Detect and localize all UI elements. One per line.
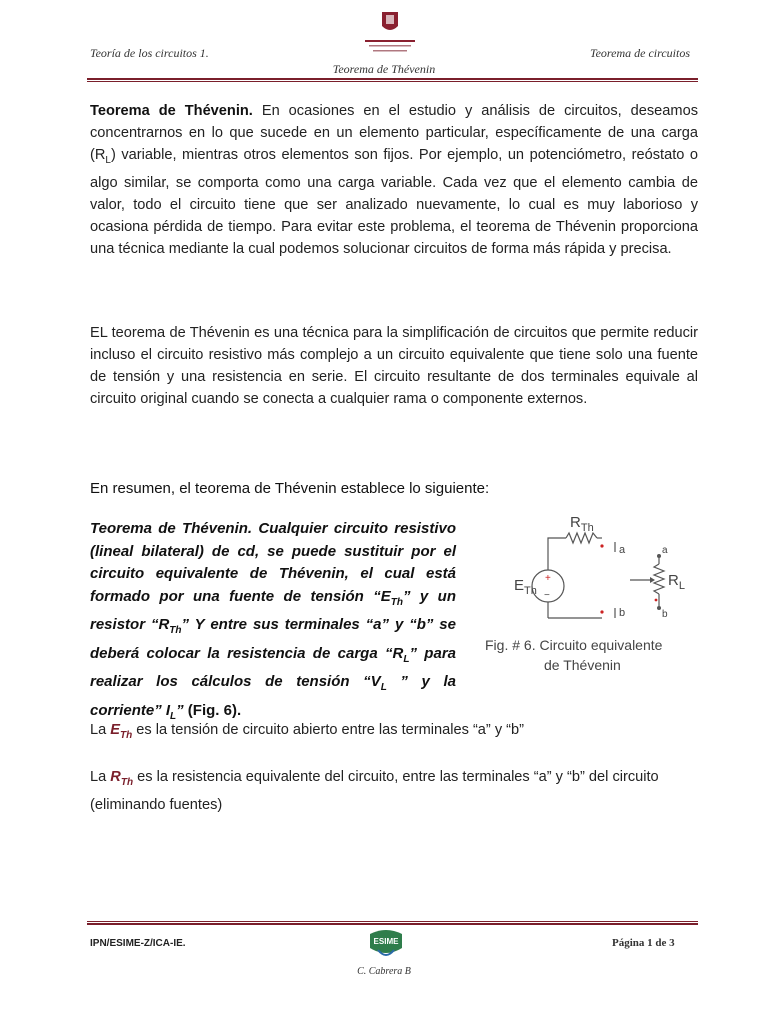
- plus-sign: +: [545, 573, 551, 584]
- rl-terminal-a-label: a: [662, 545, 668, 556]
- footer-author: C. Cabrera B: [357, 966, 411, 977]
- eth-label: $E_{Th}$: [514, 577, 537, 597]
- eth-definition: La $E_{Th}$ es la tensión de circuito abierto entre las terminales “a” y “b”: [90, 722, 525, 741]
- footer-rule-thin: [87, 921, 698, 922]
- summary-heading: En resumen, el teorema de Thévenin establece lo siguiente:: [90, 480, 490, 497]
- terminal-a-label: a: [619, 544, 626, 556]
- header-left: Teoría de los circuitos 1.: [90, 46, 209, 60]
- figure-caption: Fig. # 6. Circuito equivalente: [485, 637, 663, 653]
- rl-terminal-b-label: b: [662, 609, 668, 620]
- header-center: Teorema de Thévenin: [332, 62, 436, 76]
- intro-text-2: ) variable, mientras otros elementos son fijos. Por ejemplo, un potenciómetro, reóstato o algo similar, se comporta como una carga variable. Cada vez que el elemento cambia de valor, todo el circuito tiene que ser analizado nuevamente, lo cual es muy laborioso y ocasiona pérdida de tiempo. Para evitar este problema, el teorema de Thévenin proporciona una técnica mediante la cual podemos solucionar circuitos de forma más rápida y precisa.: [90, 147, 698, 257]
- rl-label: $R_L$: [668, 572, 685, 592]
- header-rule-thin: [87, 81, 698, 82]
- rth-resistor: [566, 533, 597, 543]
- intro-title: Teorema de Thévenin.: [90, 103, 253, 119]
- rth-definition: La $R_{Th}$ es la resistencia equivalente del circuito, entre las terminales “a” y “b” del circuito (eliminando fuentes): [90, 769, 659, 813]
- rth-label: $R_{Th}$: [570, 514, 594, 534]
- minus-sign: −: [544, 590, 550, 601]
- terminal-b-label: b: [619, 607, 626, 619]
- ipn-logo: [355, 10, 425, 60]
- intro-paragraph: [90, 100, 698, 260]
- figure-caption-2: de Thévenin: [544, 657, 621, 673]
- esime-logo: [366, 928, 406, 962]
- header-rule: [87, 78, 698, 80]
- page-number: Página 1 de 3: [612, 937, 675, 949]
- intro-text: En ocasiones en el estudio y análisis de circuitos, deseamos concentrarnos en lo que sucede en un elemento particular, específicamente de una carga (R: [90, 103, 698, 163]
- paragraph-2: EL teorema de Thévenin es una técnica para la simplificación de circuitos que permite reducir incluso el circuito resistivo más complejo a un circuito equivalente que tiene solo una fuente de tensión y una resistencia en serie. El circuito resultante de dos terminales equivale al circuito original cuando se conecta a cualquier rama o componente externos.: [90, 325, 698, 407]
- header-right: Teorema de circuitos: [590, 46, 690, 60]
- intro-sub: L: [105, 154, 111, 166]
- footer-left: IPN/ESIME-Z/ICA-IE.: [90, 938, 186, 949]
- rl-resistor: [654, 564, 664, 594]
- theorem-statement: Teorema de Thévenin. Cualquier circuito resistivo (lineal bilateral) de cd, se puede sustituir por el circuito equivalente de Thévenin, el cual está formado por una fuente de tensión “$E_{Th}$” y un resistor “$R_{Th}$” Y entre sus terminales “a” y “b” se deberá colocar la resistencia de carga “$R_L$” para realizar los cálculos de tensión “$V_L$ ” y la corriente” $I_L$” (Fig. 6).: [90, 520, 457, 722]
- svg-text:ESIME: ESIME: [373, 937, 399, 946]
- footer-rule: [87, 923, 698, 925]
